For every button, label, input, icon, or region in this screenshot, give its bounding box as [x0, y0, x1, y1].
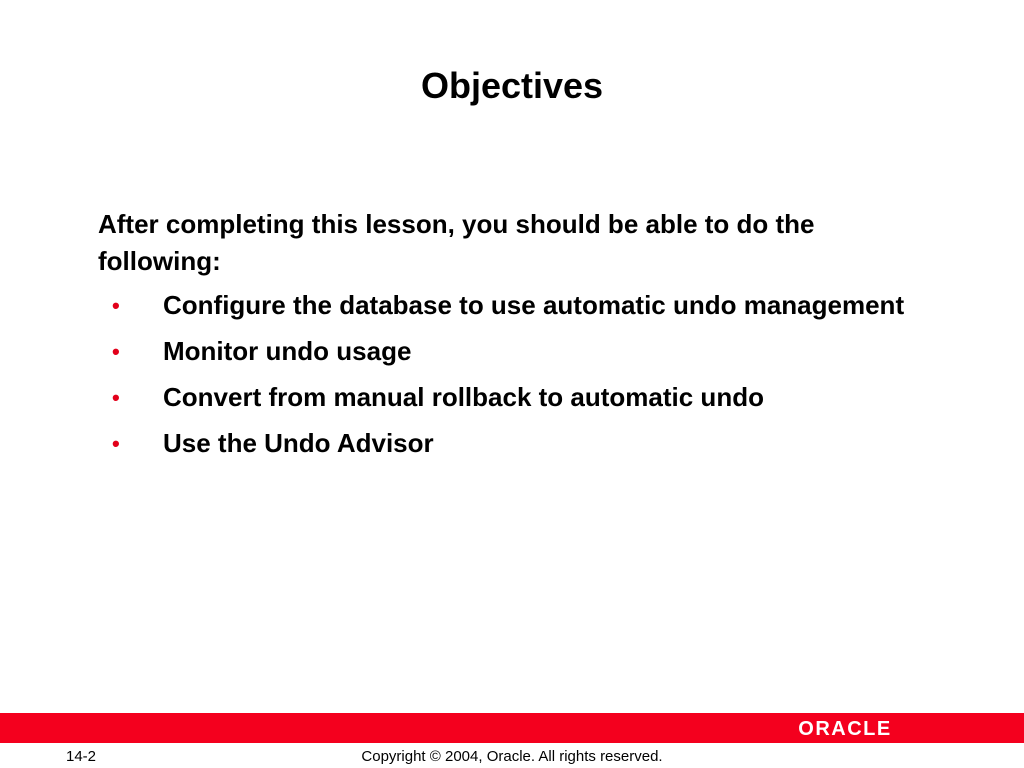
list-item [98, 287, 928, 324]
list-item [98, 425, 928, 462]
list-item-text: Monitor undo usage [163, 336, 412, 366]
slide-title: Objectives [420, 65, 604, 106]
copyright-text: Copyright © 2004, Oracle. All rights reserved. [361, 748, 663, 765]
intro-text: After completing this lesson, you should be able to do the following: [98, 209, 815, 276]
bullet-icon: • [112, 385, 120, 410]
list-item-text: Convert from manual rollback to automatic undo [163, 382, 764, 412]
footer-bar [0, 713, 1024, 743]
list-item [98, 333, 928, 370]
bullet-icon: • [112, 293, 120, 318]
list-item-text: Use the Undo Advisor [163, 428, 434, 458]
page-number: 14-2 [66, 748, 97, 765]
list-item-text: Configure the database to use automatic undo management [163, 290, 905, 320]
objectives-list [98, 287, 928, 471]
oracle-logo-text: ORACLE [798, 718, 892, 740]
oracle-logo [775, 716, 915, 740]
list-item [98, 379, 928, 416]
bullet-icon: • [112, 339, 120, 364]
bullet-icon: • [112, 431, 120, 456]
